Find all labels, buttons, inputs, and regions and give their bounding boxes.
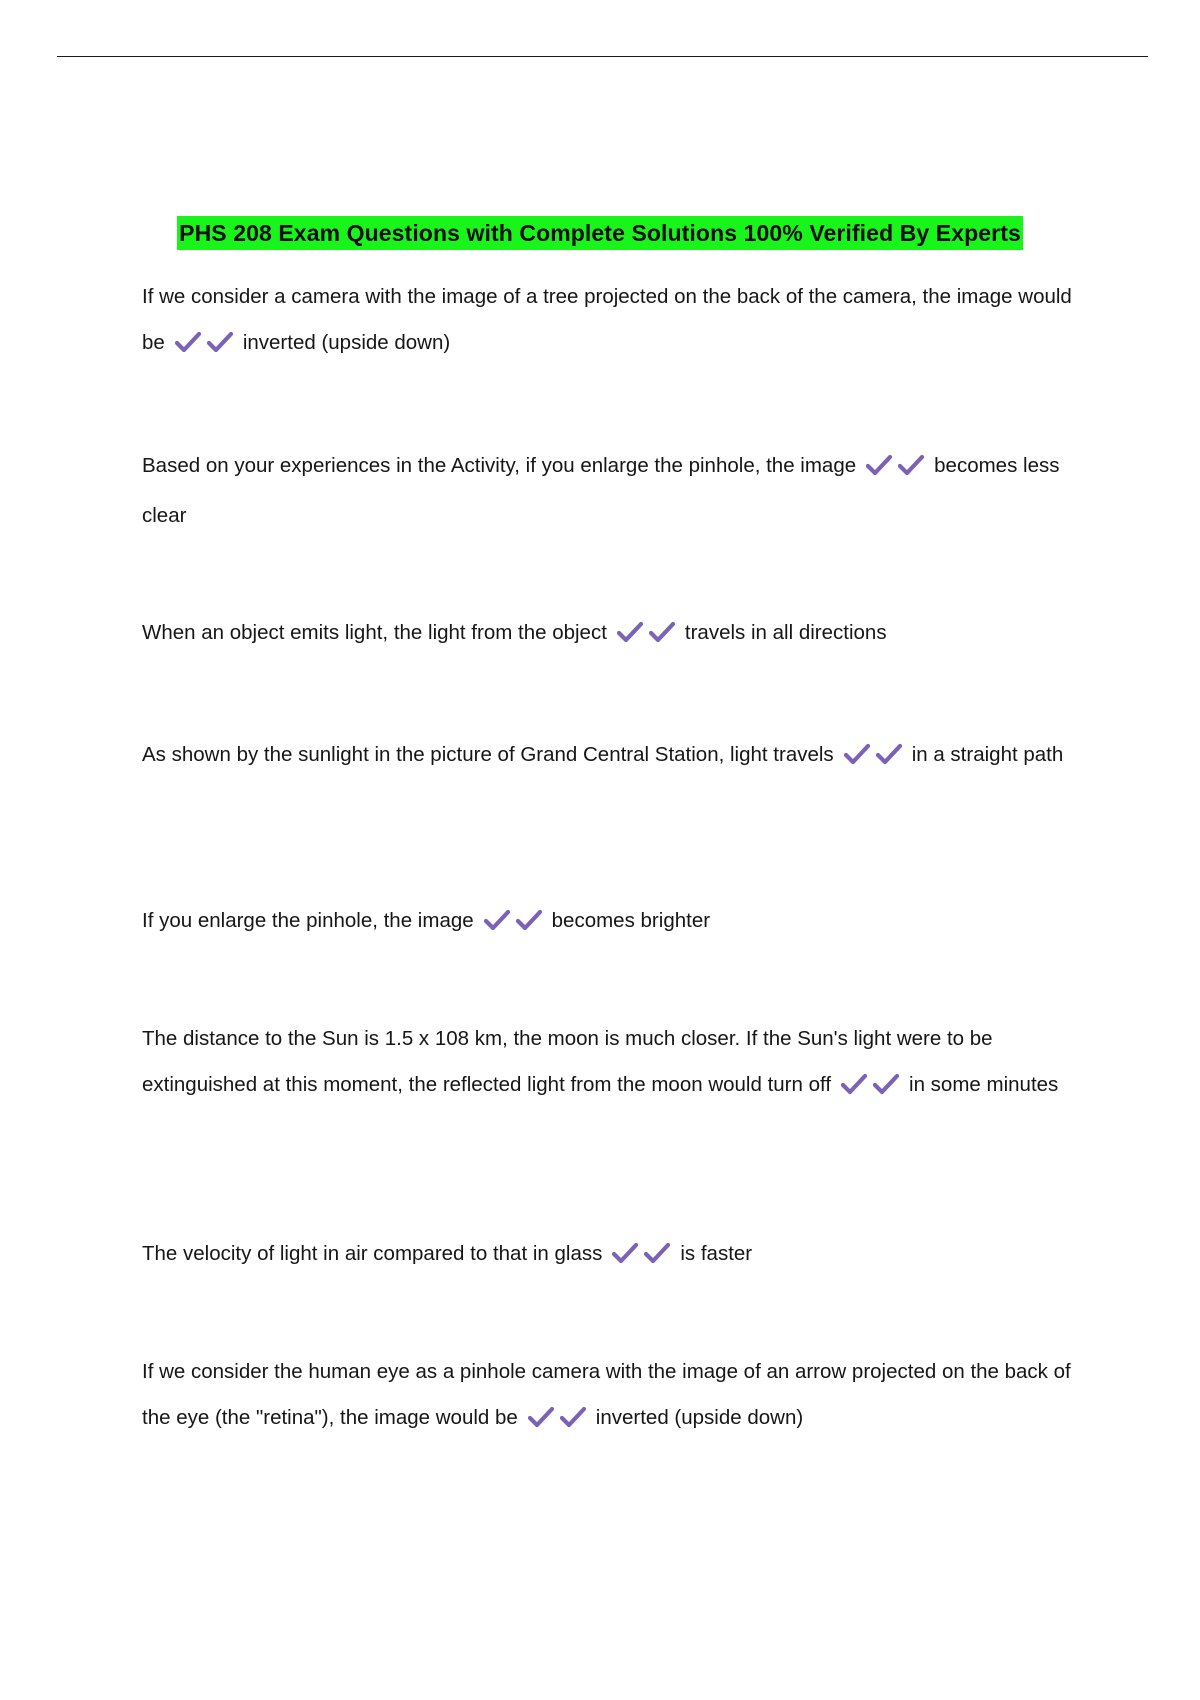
checkmark-icon (841, 1073, 867, 1095)
answer-text: is faster (680, 1242, 753, 1265)
checkmark-icon (560, 1406, 586, 1428)
question-text: The distance to the Sun is 1.5 x 108 km, the moon is much closer. If the Sun's light were to be extinguished at this moment, the reflected light from the moon would turn off (142, 1027, 993, 1096)
answer-text: inverted (upside down) (595, 1406, 804, 1429)
check-pair (866, 447, 930, 493)
checkmark-icon (484, 909, 510, 931)
checkmark-icon (617, 621, 643, 643)
checkmark-icon (873, 1073, 899, 1095)
checkmark-icon (612, 1242, 638, 1264)
header-rule (57, 56, 1148, 57)
question-text: If we consider the human eye as a pinhole camera with the image of an arrow projected on the back of the eye (the "retina"), the image would be (142, 1360, 1071, 1429)
checkmark-icon (644, 1242, 670, 1264)
question-text: If we consider a camera with the image of a tree projected on the back of the camera, the image would be (142, 285, 1072, 354)
answer-text: travels in all directions (684, 621, 887, 644)
check-pair (484, 902, 548, 948)
question-text: The velocity of light in air compared to that in glass (142, 1242, 603, 1265)
checkmark-icon (649, 621, 675, 643)
question-text: As shown by the sunlight in the picture of Grand Central Station, light travels (142, 743, 834, 766)
checkmark-icon (207, 331, 233, 353)
question-text: When an object emits light, the light from the object (142, 621, 607, 644)
answer-text: in some minutes (909, 1073, 1059, 1096)
checkmark-icon (844, 743, 870, 765)
checkmark-icon (876, 743, 902, 765)
checkmark-icon (528, 1406, 554, 1428)
checkmark-icon (898, 454, 924, 476)
question-text: If you enlarge the pinhole, the image (142, 909, 474, 932)
document-title: PHS 208 Exam Questions with Complete Solutions 100% Verified By Experts (177, 216, 1023, 250)
check-pair (841, 1066, 905, 1112)
answer-text: inverted (upside down) (242, 331, 451, 354)
title-block (0, 216, 1200, 250)
question-text: Based on your experiences in the Activity, if you enlarge the pinhole, the image (142, 454, 857, 477)
qa-item-5 (142, 898, 1082, 948)
qa-item-6 (142, 1016, 1082, 1112)
checkmark-icon (866, 454, 892, 476)
checkmark-icon (516, 909, 542, 931)
answer-text: becomes brighter (551, 909, 711, 932)
qa-item-8 (142, 1349, 1082, 1445)
answer-text: becomes less clear (142, 454, 1060, 527)
qa-item-2 (142, 443, 1082, 539)
check-pair (617, 614, 681, 660)
check-pair (844, 736, 908, 782)
checkmark-icon (175, 331, 201, 353)
check-pair (528, 1399, 592, 1445)
check-pair (612, 1235, 676, 1281)
qa-item-3 (142, 610, 1082, 660)
check-pair (175, 324, 239, 370)
qa-item-7 (142, 1231, 1082, 1281)
answer-text: in a straight path (911, 743, 1064, 766)
qa-item-1 (142, 274, 1082, 370)
qa-item-4 (142, 732, 1082, 782)
